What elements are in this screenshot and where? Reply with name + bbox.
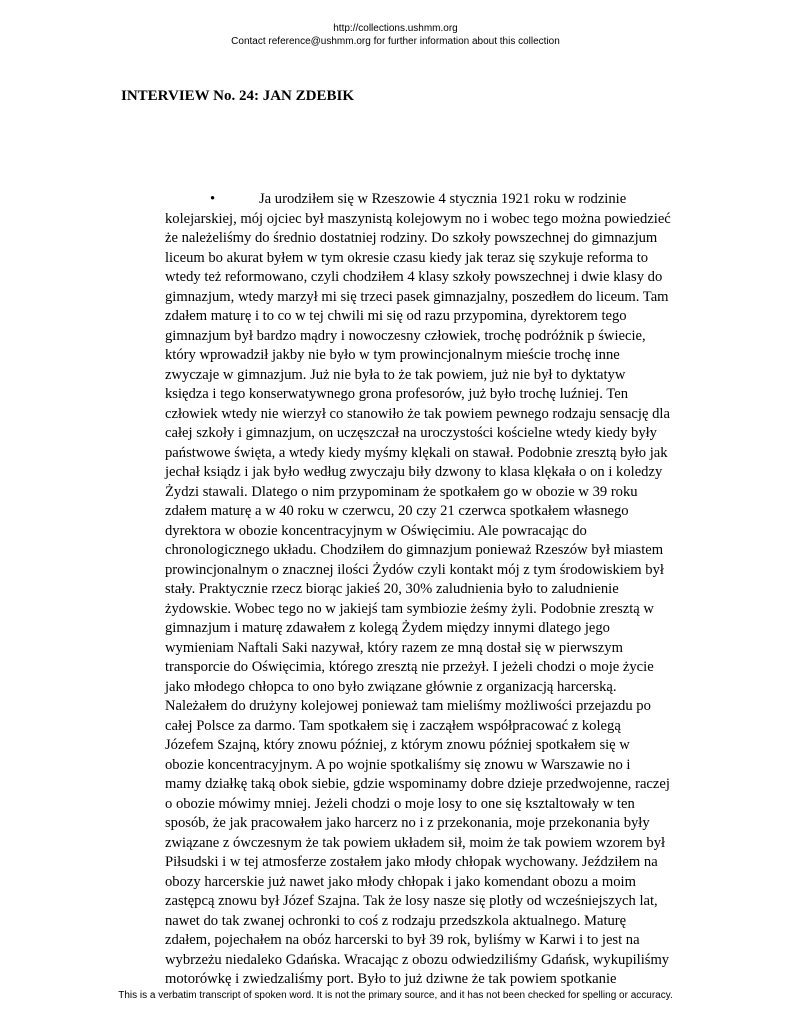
transcript-line: Należałem do drużyny kolejowej ponieważ tam mieliśmy możliwości przejazdu po: [165, 698, 651, 714]
transcript-line: prowincjonalnym o znacznej ilości Żydów czyli kontakt mój z tym środowiskiem był: [165, 561, 664, 578]
transcript-line: o obozie mówimy mniej. Jeżeli chodzi o moje losy to one się ksztaltowały w ten: [165, 795, 635, 812]
transcript-line: zdałem maturę i to co w tej chwili mi się od razu przypomina, dyrektorem tego: [165, 308, 627, 324]
transcript-line: że należeliśmy do średnio dostatniej rodziny. Do szkoły powszechnej do gimnazjum: [165, 230, 658, 246]
transcript-line: obozie koncentracyjnym. A po wojnie spotkaliśmy się znowu w Warszawie no i: [165, 756, 631, 773]
transcript-line: stały. Praktycznie rzecz biorąc jakieś 20, 30% zaludnienia było to zaludnienie: [165, 581, 619, 597]
transcript-line: żydowskie. Wobec tego no w jakiejś tam symbiozie żeśmy żyli. Podobnie zresztą w: [165, 600, 654, 617]
transcript-line: obozy harcerskie już nawet jako młody chłopak i jako komendant obozu a moim: [165, 873, 636, 890]
transcript-line: dyrektora w obozie koncentracyjnym w Oświęcimiu. Ale powracając do: [165, 522, 587, 539]
transcript-line: człowiek wtedy nie wierzył co stanowiło że tak powiem pewnego rodzaju sensację dla: [165, 405, 670, 422]
transcript-line: jako młodego chłopca to ono było związane głównie z organizacją harcerską.: [165, 678, 617, 695]
header-contact-note: Contact reference@ushmm.org for further information about this collection: [231, 36, 560, 47]
transcript-first-line: [165, 190, 701, 210]
transcript-line: zdałem, pojechałem na obóz harcerski to był 39 rok, byliśmy w Karwi i to jest na: [165, 932, 640, 948]
transcript-body: [165, 190, 701, 990]
transcript-line: zwyczaje w gimnazjum. Już nie była to że tak powiem, już nie był to dyktatyw: [165, 366, 626, 383]
transcript-line: gimnazjum, wtedy marzył mi się trzeci pasek gimnazjalny, poszedłem do liceum. Tam: [165, 288, 669, 305]
transcript-line: nawet do tak zwanej ochronki to coś z rodzaju przedszkola aktualnego. Maturę: [165, 912, 627, 929]
transcript-line: kolejarskiej, mój ojciec był maszynistą kolejowym no i wobec tego można powiedzieć: [165, 210, 671, 227]
transcript-line: Ja urodziłem się w Rzeszowie 4 stycznia 1921 roku w rodzinie: [259, 191, 627, 207]
transcript-line: jechał ksiądz i jak było według zwyczaju biły dzwony to klasa klękała o on i koledzy: [165, 464, 663, 480]
transcript-line: Piłsudski i w tej atmosferze zostałem jako młody chłopak wychowany. Jeździłem na: [165, 854, 658, 870]
transcript-line: całej szkoły i gimnazjum, on uczęszczał na uroczystości kościelne wtedy kiedy były: [165, 425, 657, 441]
transcript-line: wtedy też reformowano, czyli chodziłem 4 klasy szkoły powszechnej i dwie klasy do: [165, 269, 663, 285]
interview-title: INTERVIEW No. 24: JAN ZDEBIK: [121, 88, 354, 104]
page-header: [0, 22, 791, 48]
transcript-line: gimnazjum był bardzo mądry i nowoczesny człowiek, trochę podróżnik p świecie,: [165, 327, 646, 344]
transcript-line: całej Polsce za darmo. Tam spotkałem się i zacząłem współpracować z kolegą: [165, 717, 621, 734]
transcript-line: chronologicznego układu. Chodziłem do gimnazjum ponieważ Rzeszów był miastem: [165, 542, 664, 558]
header-url[interactable]: http://collections.ushmm.org: [333, 23, 458, 34]
transcript-line: mamy działkę taką obok siebie, gdzie wspominamy dobre dzieje przedwojenne, raczej: [165, 776, 670, 792]
transcript-line: liceum bo akurat byłem w tym okresie czasu kiedy jak teraz się szykuje reforma to: [165, 249, 649, 266]
transcript-line: zastępcą znowu był Józef Szajna. Tak że losy nasze się plotły od wcześniejszych lat,: [165, 893, 658, 909]
transcript-line: wybrzeżu niedaleko Gdańska. Wracając z obozu odwiedziliśmy Gdańsk, wykupiliśmy: [165, 951, 670, 968]
bullet-marker: •: [210, 191, 216, 207]
transcript-line: związane z ówczesnym że tak powiem układem sił, moim że tak powiem wzorem był: [165, 834, 666, 851]
transcript-line: państwowe święta, a wtedy kiedy myśmy klękali on stawał. Podobnie zresztą było jak: [165, 444, 668, 461]
transcript-line: motorówkę i zwiedzaliśmy port. Było to już dziwne że tak powiem spotkanie: [165, 971, 617, 987]
transcript-line: wymieniam Naftali Saki nazywał, który razem ze mną dostał się w pierwszym: [165, 639, 623, 656]
transcript-line: który wprowadził jakby nie było w tym prowincjonalnym mieście trochę inne: [165, 347, 620, 363]
transcript-line: księdza i tego konserwatywnego grona profesorów, już było trochę luźniej. Ten: [165, 386, 629, 402]
transcript-line: sposób, że jak pracowałem jako harcerz no i z przekonania, moje przekonania były: [165, 815, 650, 831]
transcript-line: zdałem maturę a w 40 roku w czerwcu, 20 czy 21 czerwca spotkałem własnego: [165, 503, 629, 519]
transcript-line: transporcie do Oświęcimia, którego zresztą nie przeżył. I jeżeli chodzi o moje życie: [165, 659, 654, 675]
transcript-line: Józefem Szajną, który znowu później, z którym znowu później spotkałem się w: [165, 737, 630, 753]
transcript-line: gimnazjum i maturę zdawałem z kolegą Żydem między innymi dlatego jego: [165, 620, 610, 636]
transcript-line: Żydzi stawali. Dlatego o nim przypominam że spotkałem go w obozie w 39 roku: [165, 483, 638, 500]
page-footer-disclaimer: This is a verbatim transcript of spoken word. It is not the primary source, and it has not been checked for spelling or accuracy.: [118, 990, 673, 1001]
